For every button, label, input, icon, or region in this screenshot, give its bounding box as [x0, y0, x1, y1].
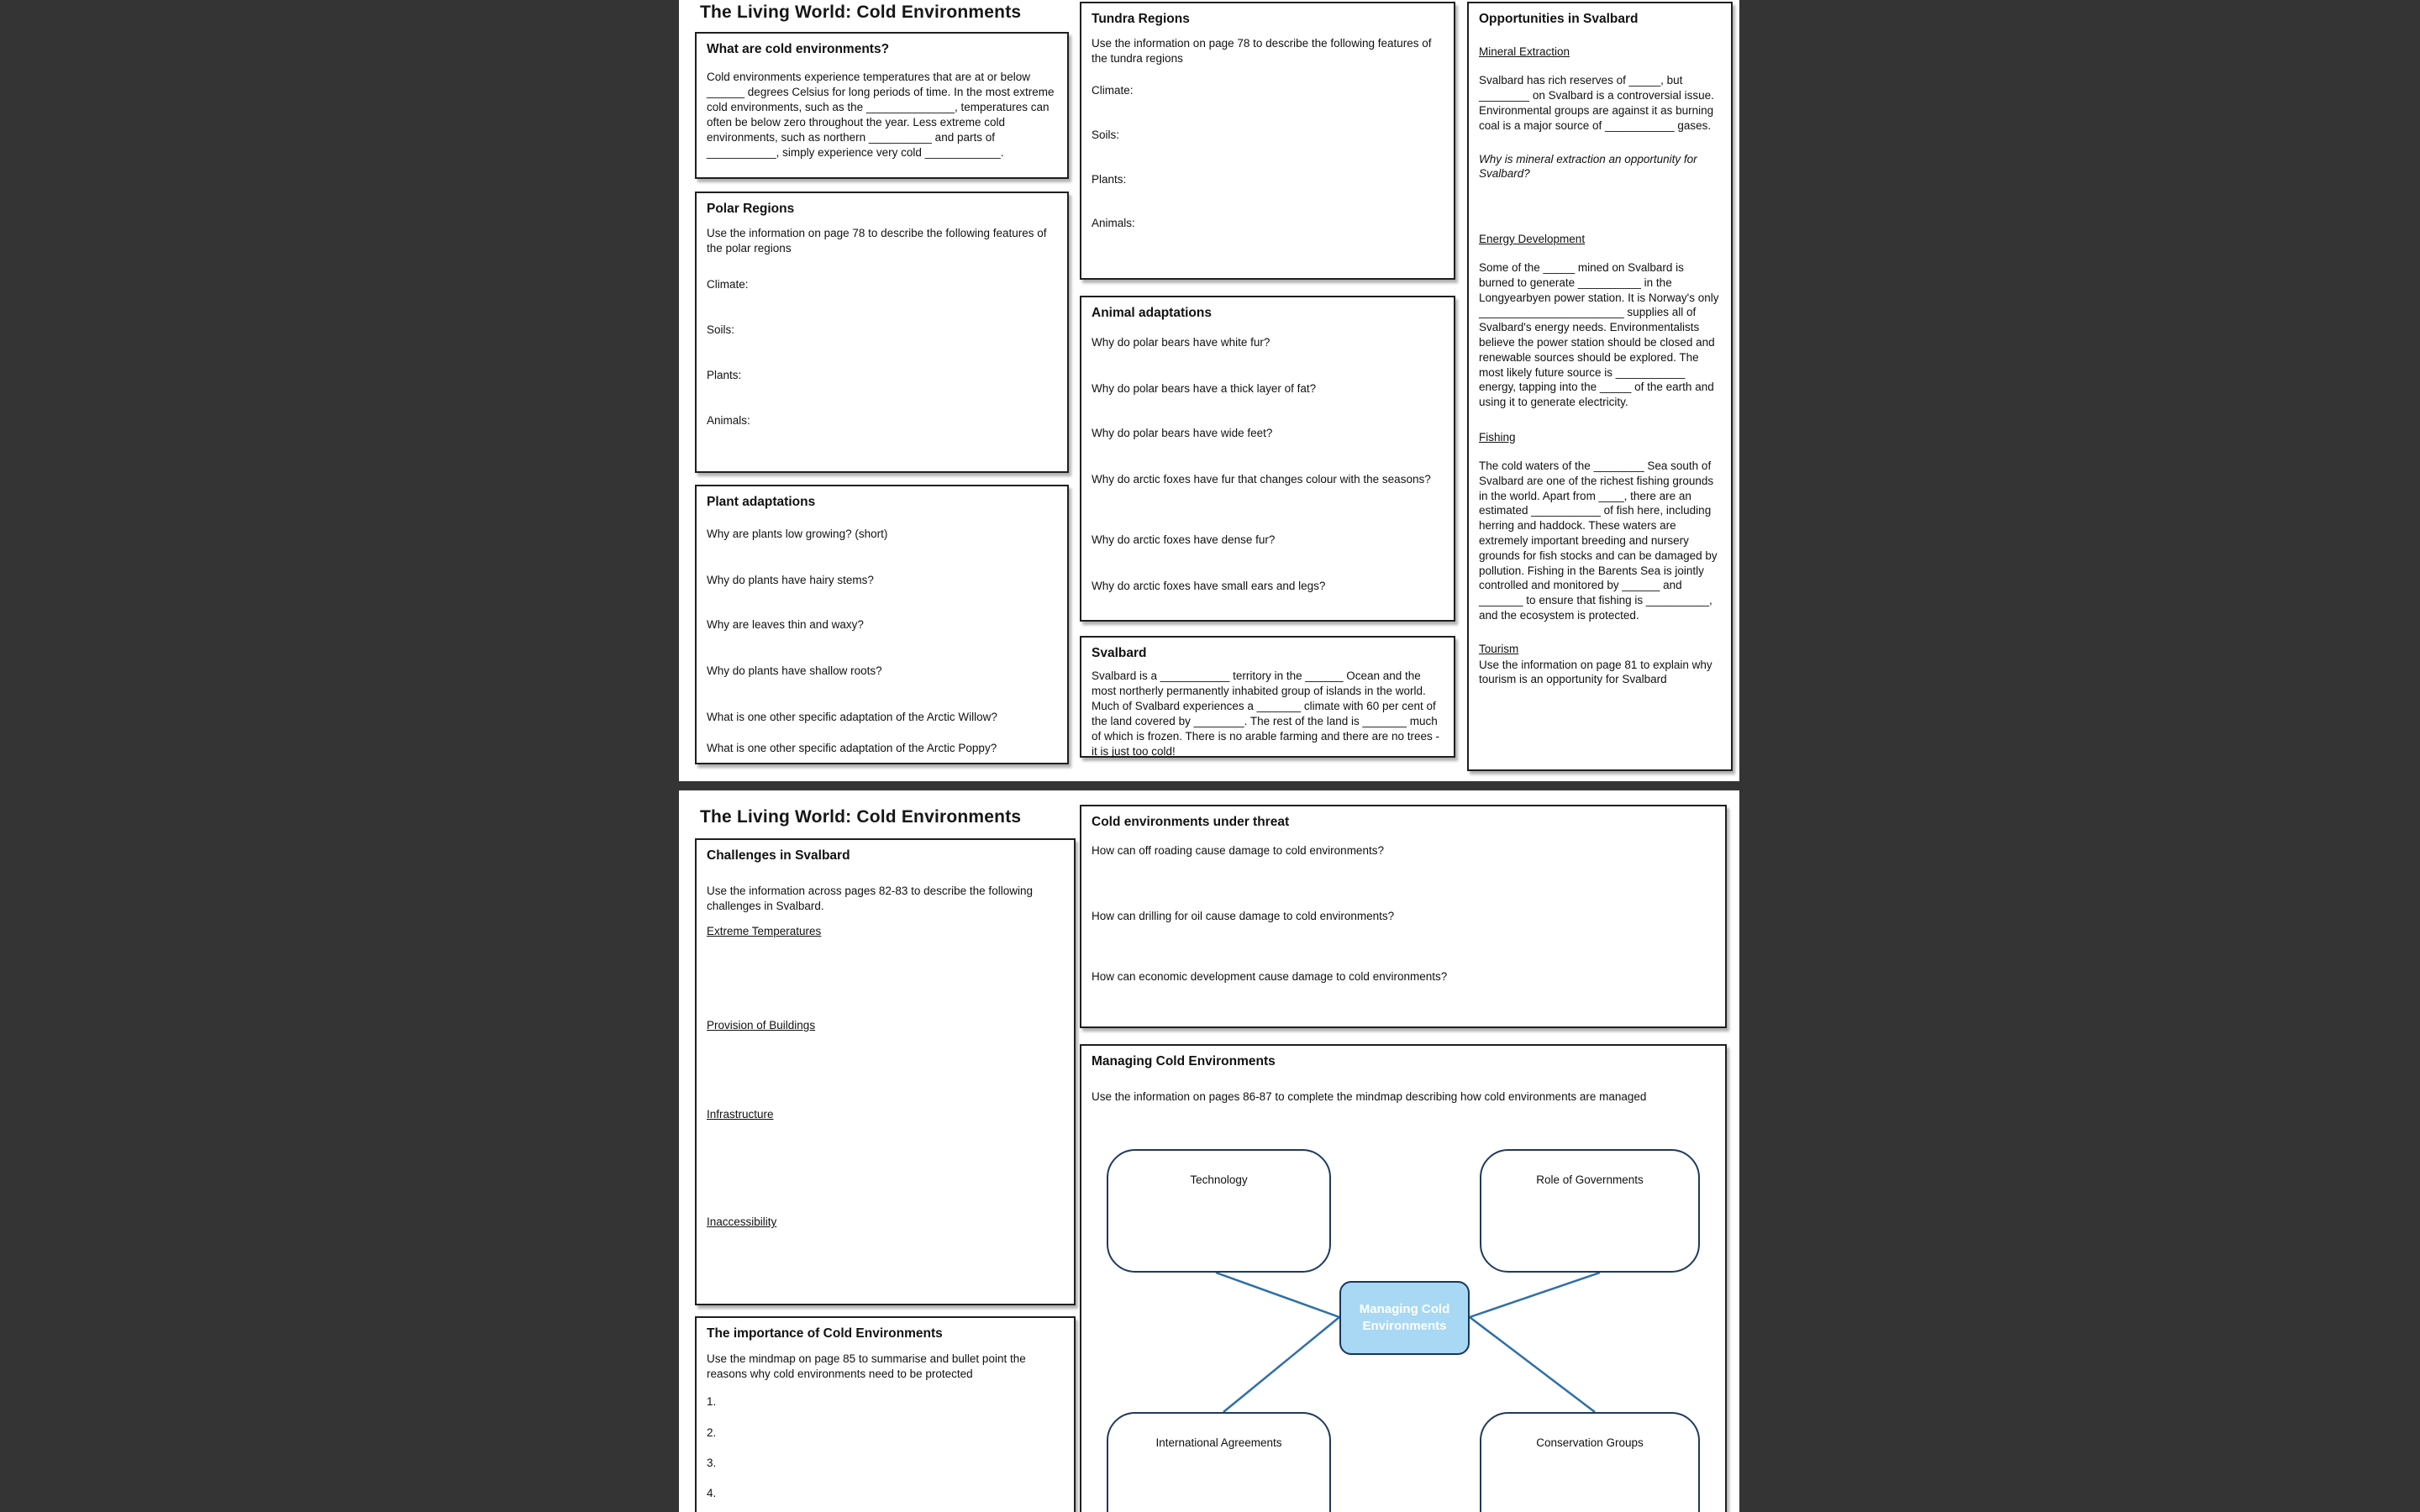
question-text: What is one other specific adaptation of the Arctic Willow?	[707, 711, 997, 723]
box-body: Svalbard is a ___________ territory in the ______ Ocean and the most northerly permanently inhabited group of islands in the world. Much of Svalbard experiences a _______ climate with 60 per cent of the land covered by ________. The rest of the land is _______ much of which is frozen. There is no arable farming and there are no trees - it is just too cold!	[1092, 669, 1439, 758]
page-title: The Living World: Cold Environments	[700, 3, 1022, 22]
box-cold-environments-under-threat	[1080, 805, 1727, 1028]
numbered-item-2: 2.	[707, 1426, 717, 1439]
box-tundra-regions	[1080, 2, 1455, 280]
mindmap-center-node	[1339, 1281, 1470, 1355]
box-title: Polar Regions	[707, 202, 795, 216]
numbered-item-4: 4.	[707, 1487, 717, 1499]
mindmap-node-label: Conservation Groups	[1536, 1436, 1644, 1449]
challenge-heading-infrastructure: Infrastructure	[707, 1108, 774, 1121]
question-text: How can off roading cause damage to cold environments?	[1092, 844, 1384, 857]
box-importance-of-cold-environments	[695, 1316, 1076, 1512]
question-text: Why are plants low growing? (short)	[707, 528, 888, 540]
section-heading-fishing: Fishing	[1479, 431, 1516, 444]
section-body-mineral-extraction: Svalbard has rich reserves of _____, but ________ on Svalbard is a controversial issue. Environmental groups are against it as burning coal is a major source of ___________ gases.	[1479, 74, 1714, 132]
box-title: Cold environments under threat	[1092, 815, 1290, 829]
box-intro: Use the information on page 78 to describe the following features of the polar regions	[707, 227, 1047, 255]
mindmap-center-label: Managing Cold Environments	[1359, 1301, 1450, 1333]
section-heading-tourism: Tourism	[1479, 642, 1519, 655]
box-title: Opportunities in Svalbard	[1479, 12, 1639, 26]
box-title: Animal adaptations	[1092, 306, 1212, 320]
worksheet-page-2	[679, 790, 1739, 1512]
mindmap-node-international-agreements	[1107, 1412, 1331, 1512]
challenge-heading-provision-of-buildings: Provision of Buildings	[707, 1019, 816, 1032]
section-body-energy-development: Some of the _____ mined on Svalbard is burned to generate __________ in the Longyearbyen power station. It is Norway's only _______________________ supplies all of Svalbard's energy needs. Environmentalists believe the power station should be closed and renewable sources should be explored. The most likely future source is ___________ energy, tapping into the _____ of the earth and using it to generate electricity.	[1479, 260, 1719, 409]
question-text: How can economic development cause damage to cold environments?	[1092, 970, 1448, 983]
box-polar-regions	[695, 192, 1069, 473]
question-text: Why do plants have shallow roots?	[707, 664, 882, 677]
question-text: Why do polar bears have white fur?	[1092, 336, 1270, 349]
mindmap-node-conservation-groups	[1480, 1412, 1700, 1512]
challenge-heading-inaccessibility: Inaccessibility	[707, 1215, 777, 1228]
mindmap-node-role-of-governments	[1480, 1149, 1700, 1273]
section-heading-mineral-extraction: Mineral Extraction	[1479, 45, 1570, 59]
box-intro: Use the information across pages 82-83 to describe the following challenges in Svalbard.	[707, 885, 1033, 912]
mindmap-node-label: International Agreements	[1155, 1436, 1282, 1449]
field-label-plants: Plants:	[707, 369, 742, 381]
field-label-animals: Animals:	[1092, 217, 1135, 229]
page-title: The Living World: Cold Environments	[700, 807, 1022, 827]
question-text: Why are leaves thin and waxy?	[707, 618, 864, 631]
field-label-climate: Climate:	[1092, 84, 1134, 97]
numbered-item-3: 3.	[707, 1457, 717, 1469]
box-animal-adaptations	[1080, 296, 1455, 622]
box-intro: Use the information on page 78 to describe the following features of the tundra regions	[1092, 37, 1432, 66]
box-title: Managing Cold Environments	[1092, 1054, 1276, 1068]
box-plant-adaptations	[695, 485, 1069, 764]
question-text: How can drilling for oil cause damage to cold environments?	[1092, 910, 1395, 922]
field-label-climate: Climate:	[707, 278, 749, 291]
box-body: Cold environments experience temperatures that are at or below ______ degrees Celsius for long periods of time. In the most extreme cold environments, such as the ______________, temperatures can often be below zero throughout the year. Less extreme cold environments, such as northern __________ and parts of ___________, simply experience very cold ____________.	[707, 71, 1055, 159]
section-heading-energy-development: Energy Development	[1479, 233, 1586, 246]
field-label-soils: Soils:	[1092, 129, 1120, 141]
field-label-plants: Plants:	[1092, 173, 1127, 186]
worksheet-page-1	[679, 0, 1739, 781]
question-text: Why do arctic foxes have dense fur?	[1092, 533, 1276, 546]
mindmap-node-label: Technology	[1190, 1173, 1248, 1186]
numbered-item-1: 1.	[707, 1395, 717, 1408]
box-managing-cold-environments	[1080, 1044, 1727, 1512]
box-title: Tundra Regions	[1092, 12, 1190, 26]
question-text: Why do plants have hairy stems?	[707, 574, 874, 586]
box-title: Plant adaptations	[707, 495, 816, 509]
box-what-are-cold-environments	[695, 32, 1069, 179]
section-question-mineral-extraction: Why is mineral extraction an opportunity for Svalbard?	[1479, 152, 1697, 181]
box-intro: Use the mindmap on page 85 to summarise and bullet point the reasons why cold environments need to be protected	[707, 1352, 1026, 1380]
box-title: Challenges in Svalbard	[707, 848, 850, 863]
box-title: What are cold environments?	[707, 42, 890, 56]
mindmap-node-technology	[1107, 1149, 1331, 1273]
box-svalbard	[1080, 636, 1455, 758]
section-body-fishing: The cold waters of the ________ Sea south of Svalbard are one of the richest fishing grounds in the world. Apart from ____, there are an estimated ___________ of fish here, including herring and haddock. These waters are extremely important breeding and nursery grounds for fish stocks and can be damaged by pollution. Fishing in the Barents Sea is jointly controlled and monitored by ______ and _______ to ensure that fishing is __________, and the ecosystem is protected.	[1479, 459, 1718, 622]
question-text: What is one other specific adaptation of the Arctic Poppy?	[707, 742, 997, 754]
question-text: Why do arctic foxes have fur that changes colour with the seasons?	[1092, 473, 1431, 486]
section-body-tourism: Use the information on page 81 to explain why tourism is an opportunity for Svalbard	[1479, 658, 1712, 686]
challenge-heading-extreme-temperatures: Extreme Temperatures	[707, 925, 822, 937]
box-title: Svalbard	[1092, 646, 1147, 660]
box-title: The importance of Cold Environments	[707, 1326, 943, 1341]
question-text: Why do polar bears have a thick layer of fat?	[1092, 382, 1317, 395]
mindmap-node-label: Role of Governments	[1536, 1173, 1644, 1186]
question-text: Why do arctic foxes have small ears and legs?	[1092, 580, 1326, 592]
box-intro: Use the information on pages 86-87 to complete the mindmap describing how cold environments are managed	[1092, 1090, 1647, 1103]
field-label-animals: Animals:	[707, 414, 750, 427]
field-label-soils: Soils:	[707, 323, 735, 336]
box-opportunities-in-svalbard	[1467, 2, 1733, 771]
box-challenges-in-svalbard	[695, 838, 1076, 1305]
question-text: Why do polar bears have wide feet?	[1092, 427, 1273, 439]
